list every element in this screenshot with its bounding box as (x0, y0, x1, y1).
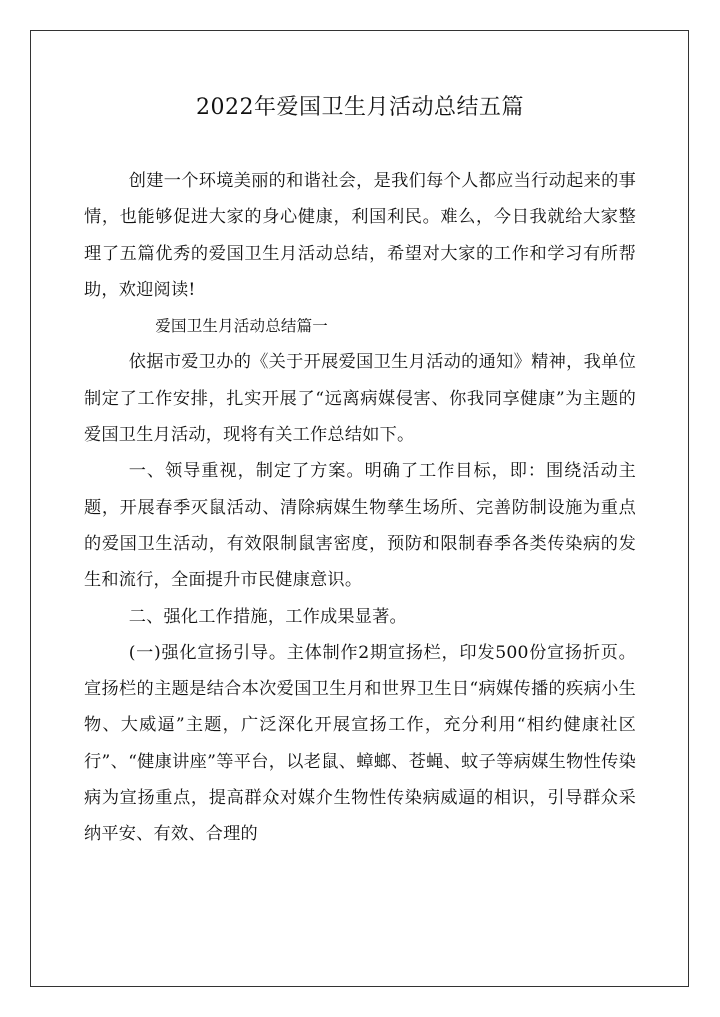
document-body (84, 163, 636, 853)
body-paragraph: 一、领导重视，制定了方案。明确了工作目标，即：围绕活动主题，开展春季灭鼠活动、清除病媒生物孳生场所、完善防制设施为重点的爱国卫生活动，有效限制鼠害密度，预防和限制春季各类传染病的发生和流行，全面提升市民健康意识。 (84, 461, 636, 591)
document-title: 2022年爱国卫生月活动总结五篇 (196, 95, 524, 120)
intro-paragraph: 创建一个环境美丽的和谐社会，是我们每个人都应当行动起来的事情，也能够促进大家的身心健康，利国利民。难么，今日我就给大家整理了五篇优秀的爱国卫生月活动总结，希望对大家的工作和学习有所帮助，欢迎阅读! (84, 171, 636, 300)
body-paragraph: (一)强化宣扬引导。主体制作2期宣扬栏，印发500份宣扬折页。宣扬栏的主题是结合本次爱国卫生月和世界卫生日“病媒传播的疾病小生物、大威逼”主题，广泛深化开展宣扬工作，充分利用“相约健康社区行”、“健康讲座”等平台，以老鼠、蟑螂、苍蝇、蚊子等病媒生物性传染病为宣扬重点，提高群众对媒介生物性传染病威逼的相识，引导群众采纳平安、有效、合理的 (84, 642, 636, 845)
body-paragraph: 二、强化工作措施，工作成果显著。 (128, 606, 407, 627)
body-paragraph: 依据市爱卫办的《关于开展爱国卫生月活动的通知》精神，我单位制定了工作安排，扎实开展了“远离病媒侵害、你我同享健康”为主题的爱国卫生月活动，现将有关工作总结如下。 (84, 352, 636, 446)
section-heading: 爱国卫生月活动总结篇一 (155, 317, 328, 336)
